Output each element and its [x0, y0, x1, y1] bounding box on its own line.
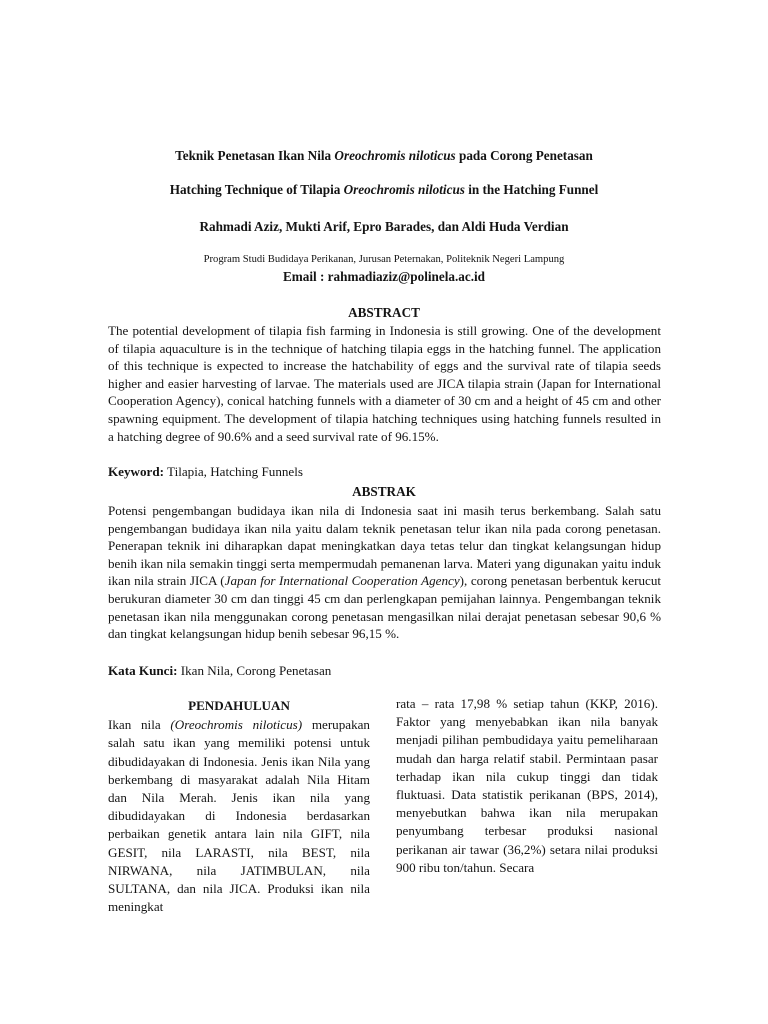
pendahuluan-left-column [108, 697, 370, 916]
title-indonesian-species: Oreochromis niloticus [334, 148, 456, 163]
keyword-values: Tilapia, Hatching Funnels [164, 464, 303, 479]
abstract-heading: ABSTRACT [348, 305, 420, 320]
abstrak-keywords [108, 663, 331, 679]
keyword-label: Keyword: [108, 464, 165, 479]
affiliation: Program Studi Budidaya Perikanan, Jurusan Peternakan, Politeknik Negeri Lampung [203, 254, 565, 265]
author-list: Rahmadi Aziz, Mukti Arif, Epro Barades, dan Aldi Huda Verdian [199, 219, 569, 234]
abstrak-heading: ABSTRAK [352, 484, 416, 499]
species-name-italic: (Oreochromis niloticus) [170, 717, 303, 733]
abstract-keywords [108, 464, 303, 480]
kata-kunci-label: Kata Kunci: [108, 663, 178, 678]
abstract-body: The potential development of tilapia fish farming in Indonesia is still growing. One of the development of tilapia aquaculture is in the technique of hatching tilapia eggs in the hatching funnel. The application of this technique is expected to increase the hatchability of eggs and the survival rate of tilapia seeds higher and easier harvesting of larvae. The materials used are JICA tilapia strain (Japan for International Cooperation Agency), conical hatching funnels with a diameter of 30 cm and a height of 45 cm and other spawning equipment. The development of tilapia hatching techniques using hatching funnels resulted in a hatching degree of 90.6% and a seed survival rate of 96.15%. [108, 323, 661, 444]
pendahuluan-right-text: rata – rata 17,98 % setiap tahun (KKP, 2016). Faktor yang menyebabkan ikan nila banyak menjadi pilihan pembudidaya yaitu pemeliharaan mudah dan harga relatif stabil. Permintaan pasar terhadap ikan nila cukup tinggi dan tidak fluktuasi. Data statistik perikanan (BPS, 2014), menyebutkan bahwa ikan nila merupakan penyumbang terbesar produksi nasional perikanan air tawar (36,2%) setara nilai produksi 900 ribu ton/tahun. Secara [396, 696, 658, 875]
title-indonesian: Teknik Penetasan Ikan Nila Oreochromis niloticus pada Corong Penetasan [175, 148, 593, 163]
kata-kunci-values: Ikan Nila, Corong Penetasan [177, 663, 332, 678]
title-english-species: Oreochromis niloticus [343, 182, 465, 197]
email-line: Email : rahmadiaziz@polinela.ac.id [282, 269, 486, 284]
pendahuluan-heading: PENDAHULUAN [188, 698, 290, 713]
pendahuluan-right-column [396, 695, 658, 877]
title-english: Hatching Technique of Tilapia Oreochromis niloticus in the Hatching Funnel [169, 182, 599, 197]
pendahuluan-left-text: Ikan nila (Oreochromis niloticus) merupakan salah satu ikan yang memiliki potensi untuk dibudidayakan di Indonesia. Jenis ikan Nila yang berkembang di masyarakat adalah Nila Hitam dan Nila Merah. Jenis ikan nila yang dibudidayakan di Indonesia berdasarkan perbaikan genetik antara lain nila GIFT, nila GESIT, nila LARASTI, nila BEST, nila NIRWANA, nila JATIMBULAN, nila SULTANA, dan nila JICA. Produksi ikan nila meningkat [108, 717, 370, 915]
abstrak-body: Potensi pengembangan budidaya ikan nila di Indonesia saat ini masih terus berkembang. Salah satu pengembangan budidaya ikan nila yaitu dalam teknik penetasan telur ikan nila pada corong penetasan. Penerapan teknik ini diharapkan dapat meningkatkan daya tetas telur dan tingkat kelangsungan hidup benih ikan nila semakin tinggi serta mempermudah pemanenan larva. Materi yang digunakan yaitu induk ikan nila strain JICA (Japan for International Cooperation Agency), corong penetasan berbentuk kerucut berukuran diameter 30 cm dan tinggi 45 cm dan perlengkapan pemijahan lainnya. Pengembangan teknik penetasan ikan nila menggunakan corong penetasan mengasilkan nilai derajat penetasan sebesar 90,6 % dan tingkat kelangsungan hidup benih sebesar 96,15 %. [108, 503, 661, 642]
abstrak-italic-phrase: Japan for International Cooperation Agency [224, 573, 460, 589]
